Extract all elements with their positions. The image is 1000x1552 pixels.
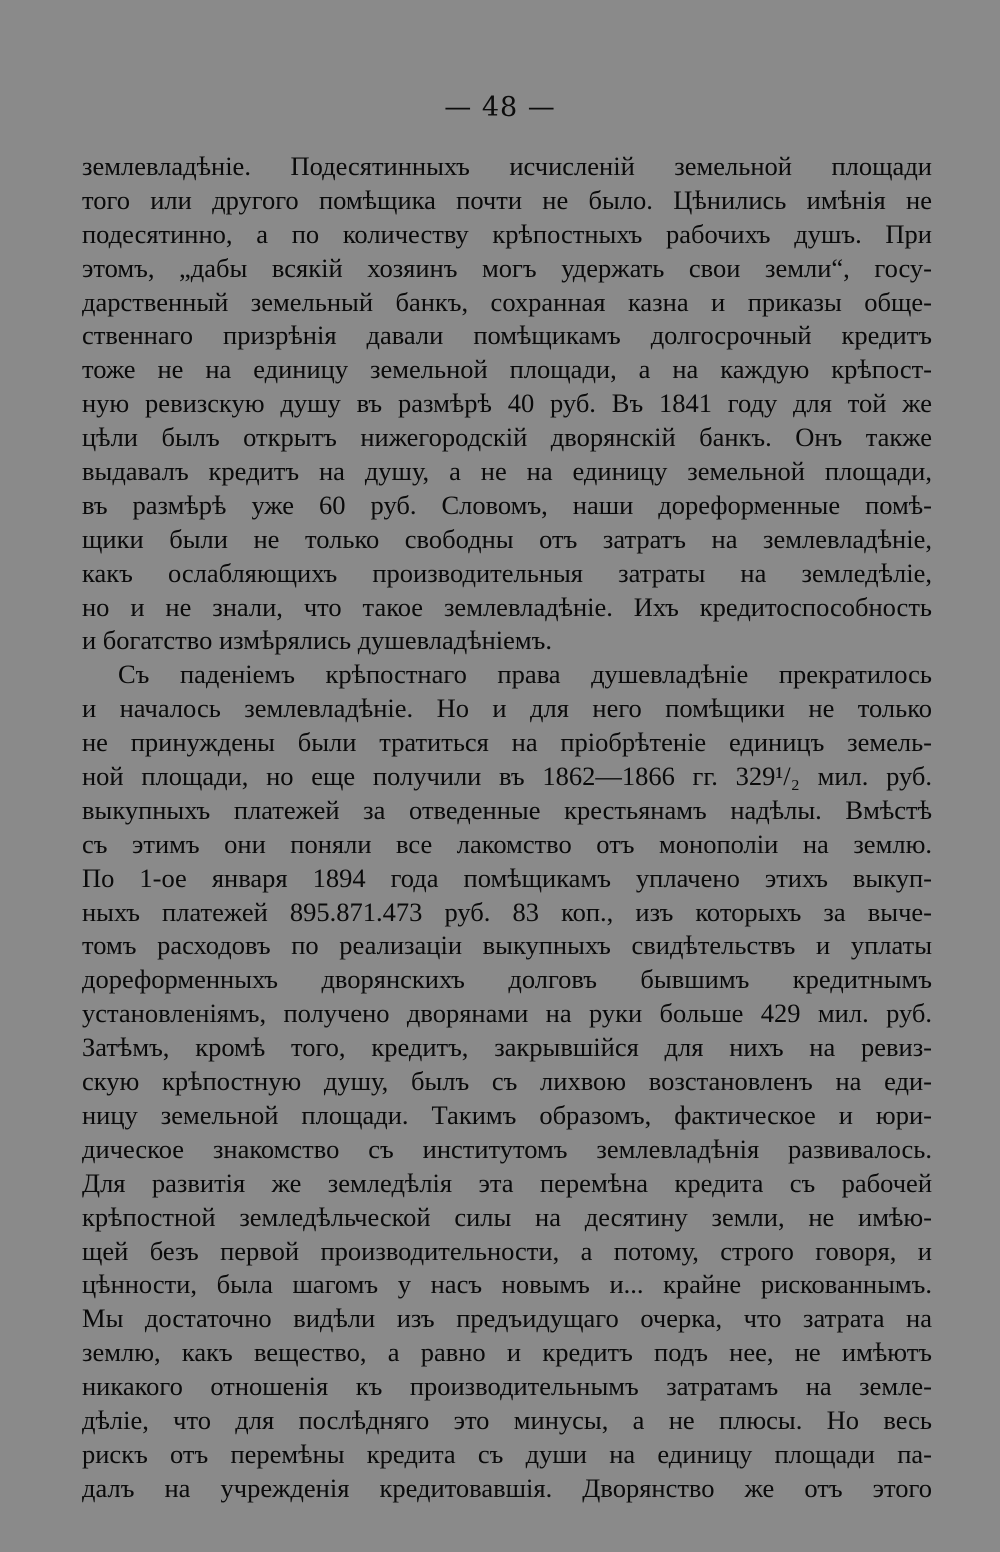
text-line: рискъ отъ перемѣны кредита съ души на единицу площади па- bbox=[82, 1438, 932, 1469]
text-line: подесятинно, а по количеству крѣпостныхъ рабочихъ душъ. При bbox=[82, 218, 932, 249]
text-line: и богатство измѣрялись душевладѣніемъ. bbox=[82, 625, 553, 656]
text-line: ницу земельной площади. Такимъ образомъ, фактическое и юри- bbox=[82, 1099, 932, 1130]
text-line: и началось землевладѣніе. Но и для него помѣщики не только bbox=[82, 693, 932, 724]
text-line: съ этимъ они поняли все лакомство отъ монополіи на землю. bbox=[82, 828, 932, 859]
text-line: но и не знали, что такое землевладѣніе. Ихъ кредитоспособность bbox=[82, 591, 932, 622]
body-text bbox=[82, 150, 932, 1506]
text-line: никакого отношенія къ производительнымъ затратамъ на земле- bbox=[82, 1371, 932, 1402]
paragraph-1 bbox=[82, 150, 932, 658]
text-line: выкупныхъ платежей за отведенные крестьянамъ надѣлы. Вмѣстѣ bbox=[82, 794, 932, 825]
text-line: выдавалъ кредитъ на душу, а не на единицу земельной площади, bbox=[82, 456, 932, 487]
text-line: ную ревизскую душу въ размѣрѣ 40 руб. Въ 1841 году для той же bbox=[82, 388, 932, 419]
page-number: — 48 — bbox=[444, 92, 556, 123]
text-line: скую крѣпостную душу, былъ съ лихвою возстановленъ на еди- bbox=[82, 1066, 932, 1097]
text-line: этомъ, „дабы всякій хозяинъ могъ удержать свои земли“, госу- bbox=[82, 252, 932, 283]
text-line: Затѣмъ, кромѣ того, кредитъ, закрывшійся для нихъ на ревиз- bbox=[82, 1032, 932, 1063]
text-line: По 1-ое января 1894 года помѣщикамъ уплачено этихъ выкуп- bbox=[82, 862, 932, 893]
text-line: далъ на учрежденія кредитовавшія. Дворянство же отъ этого bbox=[82, 1472, 932, 1503]
paragraph-2 bbox=[82, 658, 932, 1505]
text-line: землю, какъ вещество, а равно и кредитъ подъ нее, не имѣютъ bbox=[82, 1337, 932, 1368]
text-line: установленіямъ, получено дворянами на руки больше 429 мил. руб. bbox=[82, 998, 932, 1029]
text-line: щики были не только свободны отъ затратъ на землевладѣніе, bbox=[82, 523, 932, 554]
text-line: ственнаго призрѣнія давали помѣщикамъ долгосрочный кредитъ bbox=[82, 320, 932, 351]
text-line: щей безъ первой производительности, а потому, строго говоря, и bbox=[82, 1235, 932, 1266]
text-line: не принуждены были тратиться на пріобрѣтеніе единицъ земель- bbox=[82, 727, 932, 758]
text-line: цѣли былъ открытъ нижегородскій дворянскій банкъ. Онъ также bbox=[82, 422, 932, 453]
text-line: дѣліе, что для послѣдняго это минусы, а не плюсы. Но весь bbox=[82, 1404, 932, 1435]
text-line: Для развитія же земледѣлія эта перемѣна кредита съ рабочей bbox=[82, 1167, 932, 1198]
text-line: въ размѣрѣ уже 60 руб. Словомъ, наши дореформенные помѣ- bbox=[82, 489, 932, 520]
text-line: цѣнности, была шагомъ у насъ новымъ и... крайне рискованнымъ. bbox=[82, 1269, 932, 1300]
text-line: дарственный земельный банкъ, сохранная казна и приказы обще- bbox=[82, 286, 932, 317]
text-line: дореформенныхъ дворянскихъ долговъ бывшимъ кредитнымъ bbox=[82, 964, 932, 995]
text-line: томъ расходовъ по реализаціи выкупныхъ свидѣтельствъ и уплаты bbox=[82, 930, 932, 961]
text-line: Съ паденіемъ крѣпостнаго права душевладѣніе прекратилось bbox=[118, 659, 932, 690]
text-line: ныхъ платежей 895.871.473 руб. 83 коп., изъ которыхъ за выче- bbox=[82, 896, 932, 927]
text-line: тоже не на единицу земельной площади, а на каждую крѣпост- bbox=[82, 354, 932, 385]
text-line: дическое знакомство съ институтомъ землевладѣнія развивалось. bbox=[82, 1133, 932, 1164]
text-line: землевладѣніе. Подесятинныхъ исчисленій земельной площади bbox=[82, 151, 932, 181]
text-line: какъ ослабляющихъ производительныя затраты на земледѣліе, bbox=[82, 557, 932, 588]
text-line: Мы достаточно видѣли изъ предъидущаго очерка, что затрата на bbox=[82, 1303, 932, 1334]
text-line: крѣпостной земледѣльческой силы на десятину земли, не имѣю- bbox=[82, 1201, 932, 1232]
text-line: того или другого помѣщика почти не было. Цѣнились имѣнія не bbox=[82, 184, 932, 215]
text-line: ной площади, но еще получили въ 1862—1866 гг. 329¹/₂ мил. руб. bbox=[82, 761, 932, 792]
